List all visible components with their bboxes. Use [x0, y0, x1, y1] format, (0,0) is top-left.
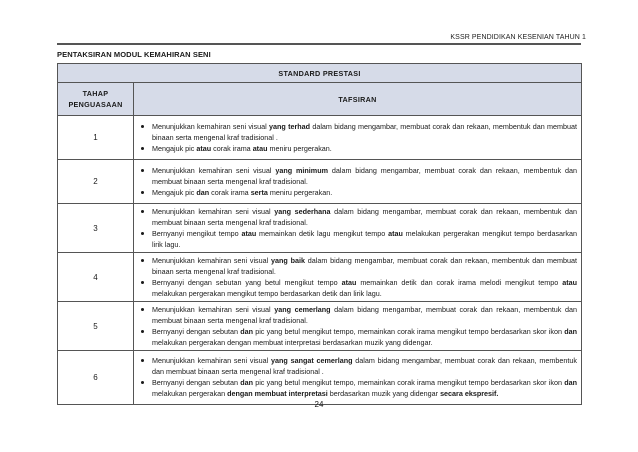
description-cell [134, 253, 582, 302]
bullet-text: berdasarkan muzik yang didengar [327, 389, 441, 398]
bullet-list [136, 255, 577, 299]
bullet-text: Menunjukkan kemahiran seni visual [152, 165, 276, 175]
bullet-item [152, 165, 577, 187]
header-rule [57, 43, 581, 45]
bullet-text: dalam bidang mengambar, membuat corak dan rekaan, membentuk dan membuat binaan serta mengenal kraf tradisional. [152, 255, 577, 276]
bullet-item [152, 143, 577, 154]
bullet-text: Menunjukkan kemahiran seni visual [152, 206, 275, 216]
table-row [58, 351, 582, 405]
level-cell: 5 [58, 302, 134, 351]
bullet-list [136, 206, 577, 250]
emphasis-text: yang cemerlang [274, 304, 331, 314]
bullet-text: Menunjukkan kemahiran seni visual [152, 255, 272, 265]
bullet-text: Bernyanyi dengan sebutan yang betul mengikut tempo [152, 277, 342, 287]
emphasis-text: yang sangat cemerlang [271, 356, 353, 365]
bullet-text: melakukan pergerakan mengikut tempo berdasarkan detik dan lirik lagu. [152, 288, 382, 298]
emphasis-text: atau [196, 143, 212, 153]
bullet-item [152, 304, 577, 326]
emphasis-text: atau [562, 277, 577, 287]
description-cell [134, 160, 582, 204]
bullet-text: Bernyanyi mengikut tempo [152, 228, 242, 238]
emphasis-text: atau [252, 143, 268, 153]
bullet-list [136, 121, 577, 154]
bullet-text: corak irama [211, 143, 253, 153]
table-body [58, 116, 582, 405]
emphasis-text: dan [564, 378, 577, 387]
bullet-text: Bernyanyi dengan sebutan [152, 326, 241, 336]
emphasis-text: dan [240, 378, 253, 387]
bullet-text: memainkan detik lagu mengikut tempo [256, 228, 389, 238]
description-cell [134, 116, 582, 160]
bullet-text: dalam bidang mengambar, membuat corak dan rekaan, membentuk dan membuat binaan serta mengenal kraf tradisional . [152, 356, 577, 376]
bullet-text: corak irama [209, 187, 251, 197]
level-cell: 4 [58, 253, 134, 302]
bullet-item [152, 326, 577, 348]
table-row [58, 160, 582, 204]
emphasis-text: atau [388, 228, 403, 238]
bullet-text: Menunjukkan kemahiran seni visual [152, 304, 275, 314]
bullet-list [136, 165, 577, 198]
bullet-text: Mengajuk pic [152, 143, 197, 153]
assessment-table [57, 63, 582, 405]
description-cell [134, 351, 582, 405]
page-header: KSSR PENDIDIKAN KESENIAN TAHUN 1 [450, 34, 586, 41]
emphasis-text: serta [250, 187, 268, 197]
bullet-text: memainkan detik dan corak irama melodi mengikut tempo [356, 277, 563, 287]
bullet-item [152, 255, 577, 277]
description-cell [134, 204, 582, 253]
bullet-text: dalam bidang mengambar, membuat corak dan rekaan, membentuk dan membuat binaan serta mengenal kraf tradisional . [152, 121, 577, 142]
table-row [58, 204, 582, 253]
page-number: 24 [314, 400, 324, 409]
bullet-item [152, 228, 577, 250]
bullet-text: dalam bidang mengambar, membuat corak dan rekaan, membentuk dan membuat binaan serta mengenal kraf tradisional. [152, 206, 577, 227]
bullet-item [152, 187, 577, 198]
level-column-heading: TAHAP PENGUASAAN [58, 83, 134, 116]
level-cell: 2 [58, 160, 134, 204]
description-column-heading: TAFSIRAN [134, 83, 582, 116]
standard-heading: STANDARD PRESTASI [58, 64, 582, 83]
bullet-list [136, 355, 577, 399]
level-cell: 6 [58, 351, 134, 405]
bullet-item [152, 377, 577, 399]
description-cell [134, 302, 582, 351]
emphasis-text: secara ekspresif. [440, 389, 499, 398]
bullet-text: Bernyanyi dengan sebutan [152, 378, 241, 387]
table-row [58, 253, 582, 302]
emphasis-text: atau [341, 277, 357, 287]
emphasis-text: yang minimum [275, 165, 328, 175]
bullet-item [152, 277, 577, 299]
bullet-list [136, 304, 577, 348]
bullet-text: Menunjukkan kemahiran seni visual [152, 356, 272, 365]
bullet-text: melakukan pergerakan dengan membuat interpretasi berdasarkan muzik yang didengar. [152, 337, 433, 347]
bullet-text: meniru pergerakan. [267, 143, 332, 153]
table-row [58, 302, 582, 351]
emphasis-text: dengan membuat interpretasi [227, 389, 328, 398]
emphasis-text: dan [196, 187, 210, 197]
bullet-item [152, 355, 577, 377]
emphasis-text: atau [241, 228, 257, 238]
emphasis-text: yang sederhana [274, 206, 331, 216]
bullet-text: pic yang betul mengikut tempo, memainkan corak irama mengikut tempo berdasarkan skor ikon [252, 378, 565, 387]
table-row [58, 116, 582, 160]
level-cell: 3 [58, 204, 134, 253]
emphasis-text: dan [564, 326, 577, 336]
emphasis-text: yang terhad [269, 121, 311, 131]
emphasis-text: dan [240, 326, 253, 336]
bullet-text: melakukan pergerakan mengikut tempo berdasarkan lirik lagu. [152, 228, 578, 249]
bullet-text: dalam bidang mengambar, membuat corak dan rekaan, membentuk dan membuat binaan serta mengenal kraf tradisional. [152, 304, 577, 325]
emphasis-text: yang baik [271, 255, 305, 265]
bullet-text: dalam bidang mengambar, membuat corak dan rekaan, membentuk dan membuat binaan serta mengenal kraf tradisional. [152, 165, 577, 186]
bullet-text: Menunjukkan kemahiran seni visual [152, 121, 270, 131]
section-title: PENTAKSIRAN MODUL KEMAHIRAN SENI [57, 50, 211, 59]
level-cell: 1 [58, 116, 134, 160]
bullet-text: pic yang betul mengikut tempo, memainkan corak irama mengikut tempo berdasarkan skor ikon [252, 326, 565, 336]
bullet-text: melakukan pergerakan [152, 389, 228, 398]
bullet-item [152, 206, 577, 228]
bullet-text: Mengajuk pic [152, 187, 197, 197]
bullet-item [152, 121, 577, 143]
bullet-text: meniru pergerakan. [267, 187, 333, 197]
